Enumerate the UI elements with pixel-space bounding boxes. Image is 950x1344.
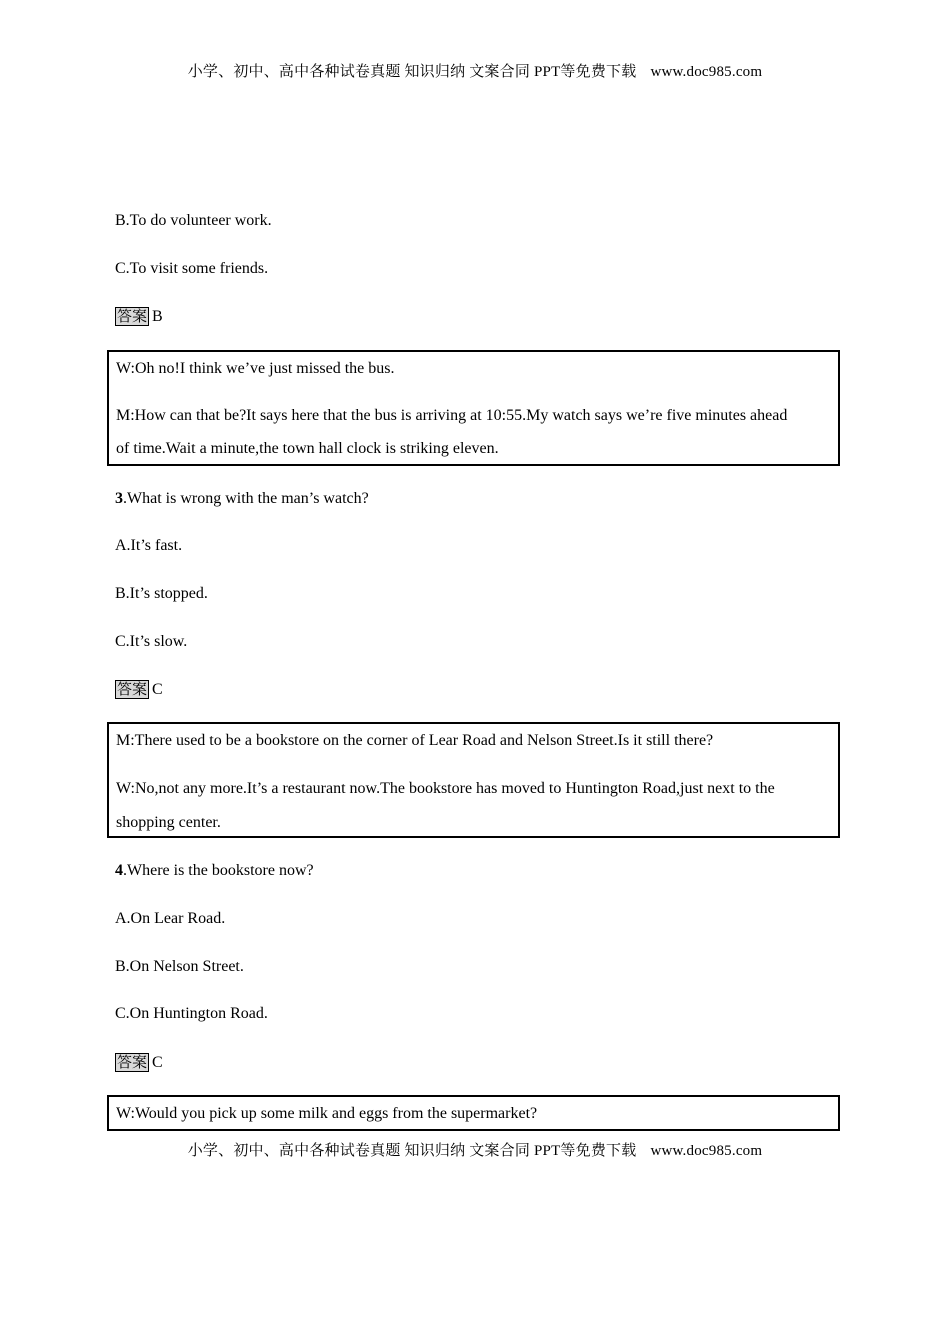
header-site: www.doc985.com: [650, 64, 763, 80]
q2-answer: [115, 307, 163, 326]
answer-label: 答案: [117, 680, 148, 698]
q4-text: .Where is the bookstore now?: [123, 862, 314, 879]
q3-answer-value: C: [152, 681, 163, 698]
q4-number: 4: [115, 862, 123, 879]
transcript-3-line-2: M:How can that be?It says here that the bus is arriving at 10:55.My watch says we’re five minutes ahead: [116, 407, 788, 424]
transcript-box-3: [107, 350, 840, 466]
q4-answer-value: C: [152, 1054, 163, 1071]
transcript-5-line-1: W:Would you pick up some milk and eggs from the supermarket?: [116, 1105, 538, 1122]
q2-option-c: C.To visit some friends.: [115, 260, 269, 277]
transcript-box-4: [107, 722, 840, 838]
footer-site: www.doc985.com: [650, 1143, 763, 1159]
footer-text: 小学、初中、高中各种试卷真题 知识归纳 文案合同 PPT等免费下载: [187, 1143, 637, 1159]
q3-text: .What is wrong with the man’s watch?: [123, 490, 369, 507]
q3-option-c: C.It’s slow.: [115, 633, 188, 650]
q4-option-b: B.On Nelson Street.: [115, 958, 244, 975]
q2-answer-value: B: [152, 308, 163, 325]
q4-option-a: A.On Lear Road.: [115, 910, 226, 927]
page-footer: [0, 1139, 950, 1160]
q3-number: 3: [115, 490, 123, 507]
transcript-3-line-3: of time.Wait a minute,the town hall clock is striking eleven.: [116, 440, 499, 457]
q3-option-b: B.It’s stopped.: [115, 585, 208, 602]
page-header: [0, 60, 950, 81]
q3-question: [115, 490, 369, 508]
q4-answer: [115, 1053, 163, 1072]
q4-question: [115, 862, 314, 880]
transcript-4-line-2: W:No,not any more.It’s a restaurant now.The bookstore has moved to Huntington Road,just next to the: [116, 780, 775, 797]
transcript-box-5: [107, 1095, 840, 1131]
transcript-4-line-3: shopping center.: [116, 814, 221, 831]
transcript-3-line-1: W:Oh no!I think we’ve just missed the bus.: [116, 360, 395, 377]
q3-answer: [115, 680, 163, 699]
q2-option-b: B.To do volunteer work.: [115, 212, 272, 229]
answer-label: 答案: [117, 307, 148, 325]
q4-option-c: C.On Huntington Road.: [115, 1005, 268, 1022]
transcript-4-line-1: M:There used to be a bookstore on the corner of Lear Road and Nelson Street.Is it still there?: [116, 732, 714, 749]
header-text: 小学、初中、高中各种试卷真题 知识归纳 文案合同 PPT等免费下载: [187, 64, 637, 80]
q3-option-a: A.It’s fast.: [115, 537, 183, 554]
answer-label: 答案: [117, 1053, 148, 1071]
